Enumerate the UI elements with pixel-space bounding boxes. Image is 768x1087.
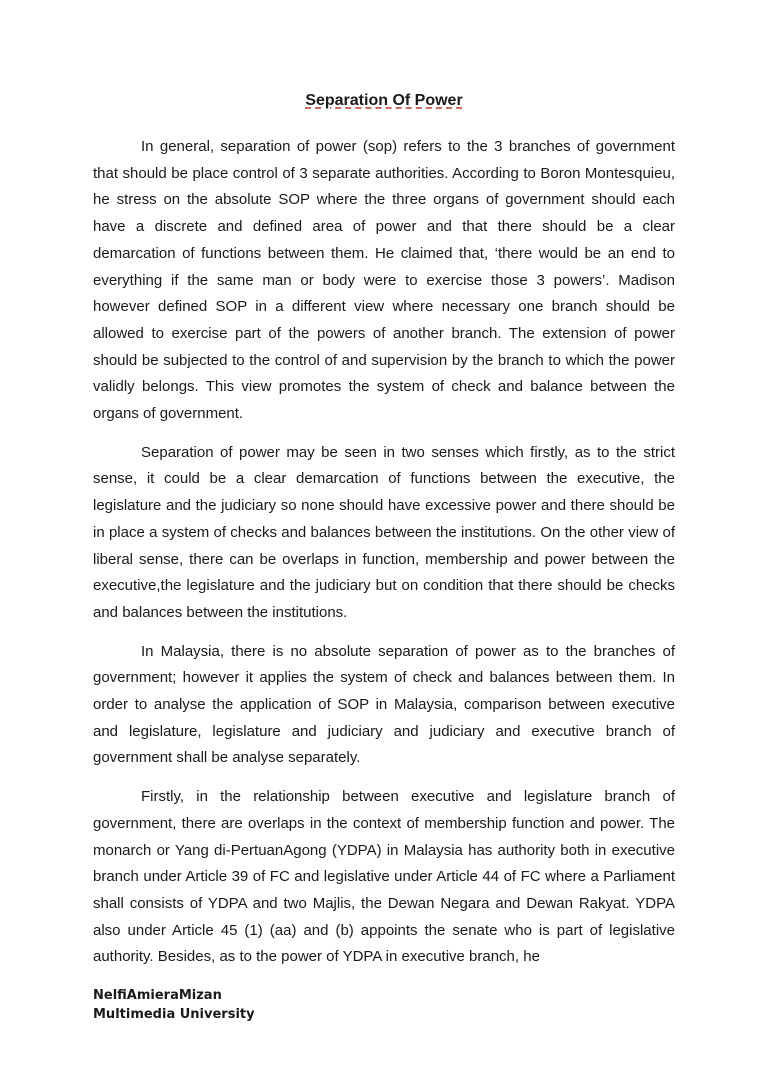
page-footer [93,986,255,1024]
paragraph-1: In general, separation of power (sop) refers to the 3 branches of government that should be place control of 3 separate authorities. According to Boron Montesquieu, he stress on the absolute SOP where the three organs of government should each have a discrete and defined area of power and that there should be a clear demarcation of functions between them. He claimed that, ‘there would be an end to everything if the same man or body were to exercise those 3 powers’. Madison however defined SOP in a different view where necessary one branch should be allowed to exercise part of the powers of another branch. The extension of power should be subjected to the control of and supervision by the branch to which the power validly belongs. This view promotes the system of check and balance between the organs of government. [93,138,675,423]
page-title [0,92,768,110]
document-body [93,134,675,983]
paragraph-3: In Malaysia, there is no absolute separation of power as to the branches of government; however it applies the system of check and balances between them. In order to analyse the application of SOP in Malaysia, comparison between executive and legislature, legislature and judiciary and judiciary and executive branch of government shall be analyse separately. [93,642,675,767]
footer-institution: Multimedia University [93,1007,255,1022]
title-text: Separation Of Power [305,92,463,109]
paragraph-2: Separation of power may be seen in two senses which firstly, as to the strict sense, it could be a clear demarcation of functions between the executive, the legislature and the judiciary so none should have excessive power and there should be in place a system of checks and balances between the institutions. On the other view of liberal sense, there can be overlaps in function, membership and power between the executive,the legislature and the judiciary but on condition that there should be checks and balances between the institutions. [93,443,675,621]
footer-author: NelfiAmieraMizan [93,988,222,1003]
paragraph-4: Firstly, in the relationship between executive and legislature branch of government, there are overlaps in the context of membership function and power. The monarch or Yang di-PertuanAgong (YDPA) in Malaysia has authority both in executive branch under Article 39 of FC and legislative under Article 44 of FC where a Parliament shall consists of YDPA and two Majlis, the Dewan Negara and Dewan Rakyat. YDPA also under Article 45 (1) (aa) and (b) appoints the senate who is part of legislative authority. Besides, as to the power of YDPA in executive branch, he [93,788,675,966]
